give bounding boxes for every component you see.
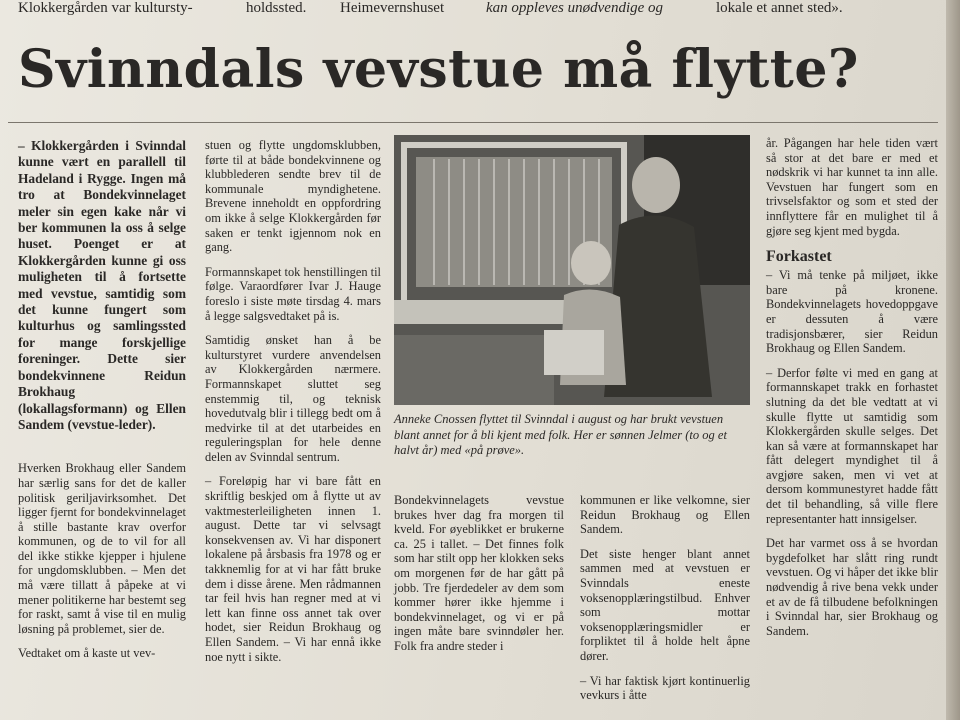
top-strip-text-4: kan oppleves unødvendige og	[486, 0, 664, 16]
body-paragraph: Formannskapet tok henstillingen til følge. Varaordfører Ivar J. Hauge foreslo i siste møte tirsdag 4. mars å legge salgsvedtaket på is.	[205, 264, 381, 323]
body-paragraph: kommunen er like velkomne, sier Reidun Brokhaug og Ellen Sandem.	[580, 493, 750, 537]
body-paragraph: Det siste henger blant annet sammen med at vevstuen er Svinndals eneste voksenopplæringstilbud. Enhver som mottar voksenopplæringsmidler er forpliktet til å holde helt åpne dører.	[580, 546, 750, 663]
headline-rule	[8, 122, 938, 123]
article-column-5	[766, 136, 938, 648]
body-paragraph: Samtidig ønsket han å be kulturstyret vurdere anvendelsen av Klokkergården nærmere. Formannskapet sluttet seg enstemmig til, og teknisk hovedutvalg blir i tillegg bedt om å medvirke til at det utarbeides en reguleringsplan for hele denne delen av Svinndal sentrum.	[205, 333, 381, 464]
body-paragraph: – Vi må tenke på miljøet, ikke bare på kronene. Bondekvinnelagets hovedoppgave er dessuten å være tradisjonsbærer, sier Reidun Brokhaug og Ellen Sandem.	[766, 268, 938, 356]
body-paragraph: stuen og flytte ungdomsklubben, førte til at både bondekvinnene og klubblederen sendte brev til de kommunale myndighetene. Brevene inneholdt en oppfordring om ikke å selge Klokkergården før saken er tenkt igjennom nok en gang.	[205, 138, 381, 255]
lead-paragraph: – Klokkergården i Svinndal kunne vært en parallell til Hadeland i Rygge. Ingen må tro at Bondekvinnelaget meler sin egen kake når vi ber kommunen la oss å selge huset. Poenget er at Klokkergården kunne gi oss muligheten til å fortsette med vevstue, samtidig som det kunne fungert som kulturhus og samlingssted for mange forskjellige foreninger. Dette sier bondekvinnene Reidun Brokhaug (lokallagsformann) og Ellen Sandem (vevstue-leder).	[18, 138, 186, 432]
photo-caption: Anneke Cnossen flyttet til Svinndal i august og har brukt vevstuen blant annet for å bli kjent med folk. Her er sønnen Jelmer (to og et halvt år) med «på prøve».	[394, 412, 727, 457]
body-paragraph: Bondekvinnelagets vevstue brukes hver dag fra morgen til kveld. For øyeblikket er brukerne ca. 25 i tallet. – Det finnes folk som har stilt opp her klokken seks om morgenen før de har gått på jobb. Tre fjerdedeler av dem som kommer hører ikke hjemme i bondekvinnelaget, og vi er på ingen måte bare svinndøler her. Folk fra andre steder i	[394, 493, 564, 653]
body-paragraph: Det har varmet oss å se hvordan bygdefolket har slått ring rundt vevstuen. Og vi håper det ikke blir nødvendig å rive bena vekk under et av de få tilbudene befolkningen i Svinndal har, sier Brokhaug og Sandem.	[766, 536, 938, 638]
page-edge	[946, 0, 960, 720]
body-paragraph: Hverken Brokhaug eller Sandem har særlig sans for det de kaller politisk geriljavirksomhet. Det ligger fjernt for bondekvinnelaget å stille bastante krav overfor kommunen, og de to vil for all del ikke stikke kjepper i hjulene for ungdomsklubben. – Men det må være tillatt å påpeke at vi mener politikerne har bestemt seg for raskt, samt å vise til en mulig løsning på problemet, sier de.	[18, 461, 186, 636]
top-strip-text-1: Klokkergården var kultursty-	[18, 0, 193, 16]
body-paragraph: – Derfor følte vi med en gang at formannskapet trakk en forhastet slutning da det ble vedtatt at vi skulle flytte ut samtidig som Klokkergården skulle selges. Det kan så være at formannskapet har fått delegert myndighet til å avgjøre saken, men vi vet at dersom kommunestyret hadde fått det til behandling, så ville flere representanter hatt innsigelser.	[766, 365, 938, 526]
top-strip-text-3: Heimevernshuset	[340, 0, 445, 16]
article-column-4	[580, 493, 750, 713]
body-paragraph: – Vi har faktisk kjørt kontinuerlig vevkurs i åtte	[580, 673, 750, 703]
body-paragraph: – Foreløpig har vi bare fått en skriftlig beskjed om å flytte ut av vaktmesterleiligheten innen 1. august. Dette tar vi selvsagt konsekvensen av. Vi har disponert lokalene på årsbasis fra 1978 og er takknemlig for at vi har fått bruke dem i disse årene. Men rådmannen tar feil hvis han regner med at vi lett kan finne oss annet tak over hodet, sier Reidun Brokhaug og Ellen Sandem. – Vi har ennå ikke noe nytt i sikte.	[205, 474, 381, 664]
loom-photo-image	[394, 135, 750, 405]
body-paragraph: Vedtaket om å kaste ut vev-	[18, 646, 156, 661]
section-heading: Forkastet	[766, 248, 832, 266]
article-photo	[394, 135, 750, 405]
top-strip-text-2: holdssted.	[246, 0, 307, 16]
top-strip-text-5: lokale et annet sted».	[716, 0, 843, 16]
article-headline: Svinndals vevstue må flytte?	[18, 39, 859, 100]
body-paragraph: år. Pågangen har hele tiden vært så stor at det bare er med et nødskrik vi har kunnet ta inn alle. Vevstuen har fungert som en trivselsfaktor og som et sted der innflyttere får en mulighet til å gjøre seg kjent med bygda.	[766, 136, 938, 238]
article-column-3	[394, 493, 564, 664]
article-column-2	[205, 138, 381, 674]
article-column-1	[18, 138, 186, 671]
